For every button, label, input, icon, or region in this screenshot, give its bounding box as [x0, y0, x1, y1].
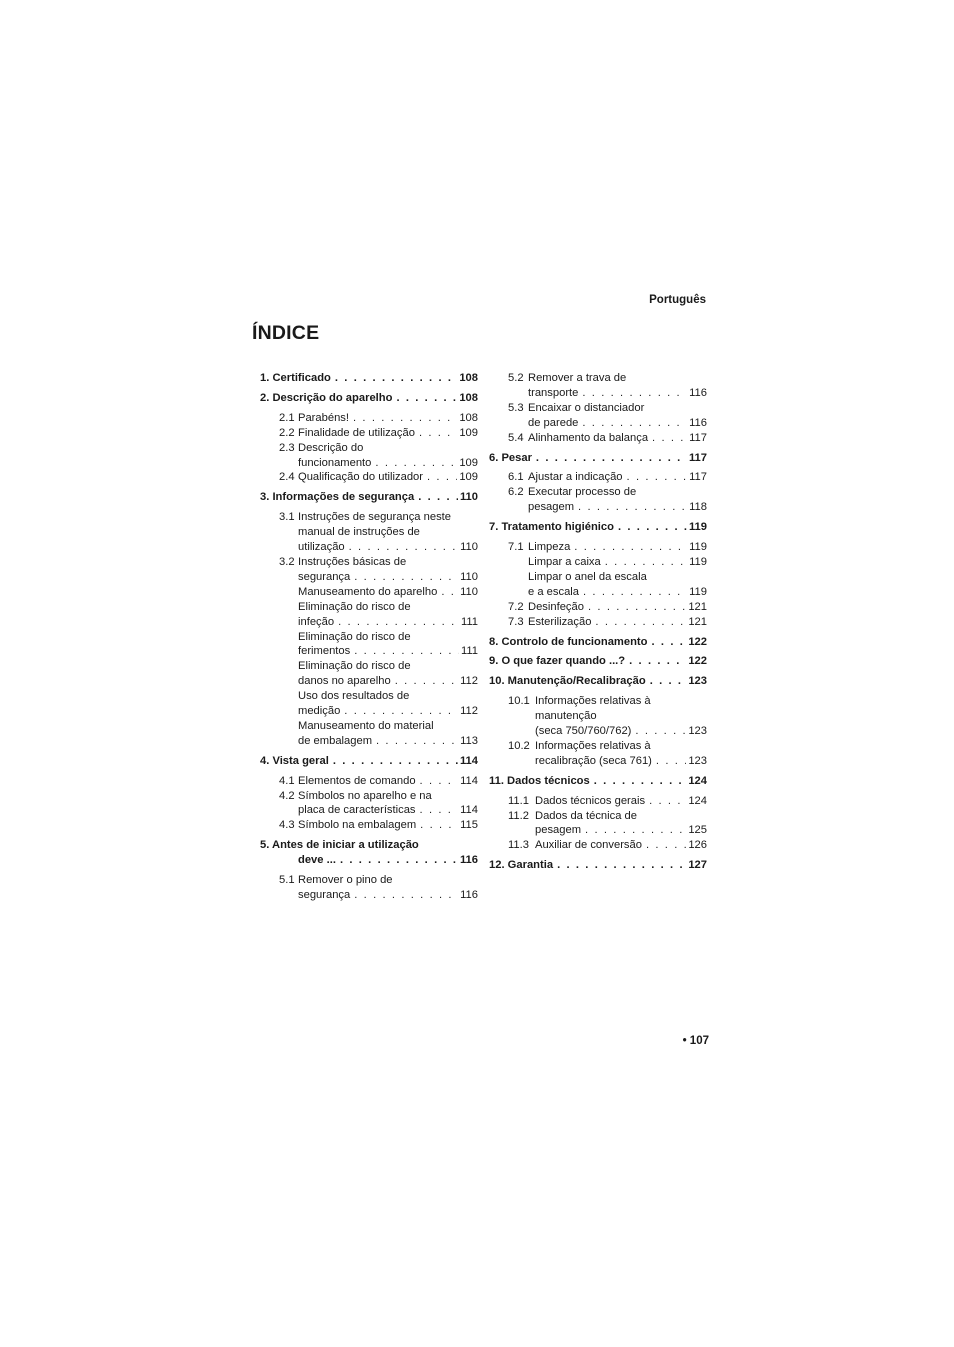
toc-section-entry[interactable]: [489, 635, 707, 650]
toc-page-number: 127: [688, 859, 707, 872]
toc-page-number: 124: [688, 794, 707, 807]
dot-leader: [354, 888, 458, 903]
toc-entry-label: 8. Controlo de funcionamento: [489, 635, 648, 648]
toc-page-number: 110: [459, 491, 478, 504]
toc-entry-text: Dados da técnica de: [535, 809, 637, 822]
dot-leader: [646, 838, 686, 853]
toc-subsection-entry: [489, 809, 707, 824]
toc-entry-number: 5.3: [508, 401, 524, 414]
page-number: • 107: [682, 1035, 709, 1047]
toc-entry-label: 3. Informações de segurança: [260, 491, 415, 504]
toc-subsection-entry: [489, 694, 707, 709]
toc-subsection-entry[interactable]: [260, 456, 478, 471]
toc-subsection-entry[interactable]: [489, 470, 707, 485]
toc-section-entry[interactable]: [489, 858, 707, 873]
toc-entry-text: Eliminação do risco de: [298, 600, 411, 613]
toc-entry-text: Informações relativas à: [535, 739, 651, 752]
dot-leader: [375, 456, 457, 471]
toc-page-number: 123: [688, 754, 707, 767]
toc-subsection-entry: [260, 873, 478, 888]
toc-page-number: 111: [460, 615, 478, 628]
dot-leader: [396, 391, 457, 406]
toc-page-number: 109: [459, 426, 478, 439]
dot-leader: [594, 774, 687, 789]
toc-entry-label: 2. Descrição do aparelho: [260, 391, 393, 404]
dot-leader: [650, 674, 687, 689]
dot-leader: [627, 470, 688, 485]
toc-subsection-entry[interactable]: [260, 470, 478, 485]
toc-entry-label: 7. Tratamento higiénico: [489, 521, 614, 534]
toc-page-number: 110: [460, 585, 478, 598]
toc-entry-number: 4.3: [279, 819, 295, 832]
toc-page-number: 109: [459, 471, 478, 484]
dot-leader: [652, 431, 687, 446]
toc-entry-label: pesagem: [528, 501, 575, 514]
toc-page-number: 119: [689, 555, 707, 568]
toc-subsection-entry[interactable]: [489, 386, 707, 401]
toc-entry-label: Desinfeção: [528, 600, 584, 613]
toc-entry-label: Manuseamento do aparelho: [298, 585, 438, 598]
toc-entry-text: Remover o pino de: [298, 874, 393, 887]
dot-leader: [340, 853, 458, 868]
toc-entry-label: (seca 750/760/762): [535, 725, 632, 738]
toc-entry-number: 10.1: [508, 695, 530, 708]
toc-entry-label: Limpeza: [528, 541, 571, 554]
dot-leader: [441, 585, 458, 600]
toc-page-number: 108: [459, 372, 478, 384]
toc-page-number: 109: [459, 456, 478, 469]
toc-subsection-entry[interactable]: [489, 794, 707, 809]
toc-subsection-entry[interactable]: [260, 818, 478, 833]
toc-entry-label: 10. Manutenção/Recalibração: [489, 675, 646, 688]
dot-leader: [635, 724, 686, 739]
toc-page-number: 121: [688, 615, 707, 628]
toc-entry-label: 4. Vista geral: [260, 754, 329, 767]
toc-subsection-entry[interactable]: [489, 540, 707, 555]
toc-entry-label: segurança: [298, 889, 351, 901]
toc-entry-label: funcionamento: [298, 456, 372, 469]
toc-subsection-entry[interactable]: [260, 734, 478, 749]
toc-page-number: 110: [460, 541, 478, 554]
toc-entry-text: Limpar o anel da escala: [528, 570, 647, 583]
toc-subsection-entry[interactable]: [489, 555, 707, 570]
toc-section-entry[interactable]: [489, 520, 707, 535]
toc-entry-text: Remover a trava de: [528, 372, 627, 384]
toc-entry-number: 2.4: [279, 471, 295, 484]
toc-page-number: 122: [688, 635, 707, 648]
toc-subsection-entry[interactable]: [260, 704, 478, 719]
toc-section-entry[interactable]: [260, 490, 478, 505]
toc-subsection-entry: [260, 789, 478, 804]
toc-subsection-entry: [489, 739, 707, 754]
dot-leader: [618, 520, 687, 535]
toc-page-number: 119: [688, 521, 707, 534]
toc-subsection-entry[interactable]: [260, 540, 478, 555]
toc-subsection-entry: [260, 600, 478, 615]
toc-entry-label: 1. Certificado: [260, 372, 331, 384]
dot-leader: [574, 540, 687, 555]
toc-entry-number: 5.2: [508, 372, 524, 384]
toc-entry-number: 7.1: [508, 541, 524, 554]
toc-section-entry[interactable]: [489, 451, 707, 466]
toc-subsection-entry[interactable]: [260, 615, 478, 630]
toc-subsection-entry[interactable]: [260, 853, 478, 868]
dot-leader: [578, 500, 687, 515]
dot-leader: [395, 674, 458, 689]
toc-section-entry[interactable]: [260, 391, 478, 406]
toc-subsection-entry: [260, 510, 478, 525]
toc-page-number: 116: [689, 416, 707, 429]
toc-entry-label: medição: [298, 705, 341, 718]
toc-page-number: 125: [688, 824, 707, 837]
toc-entry-label: deve ...: [298, 854, 336, 867]
toc-page-number: 114: [459, 754, 478, 767]
dot-leader: [420, 774, 459, 789]
toc-subsection-entry[interactable]: [489, 724, 707, 739]
toc-entry-number: 11.2: [508, 809, 529, 822]
toc-subsection-entry: [489, 401, 707, 416]
toc-page-number: 108: [459, 391, 478, 404]
toc-entry-label: Elementos de comando: [298, 774, 416, 787]
dot-leader: [629, 654, 686, 669]
toc-entry-number: 11.3: [508, 839, 529, 852]
toc-entry-label: de parede: [528, 416, 579, 429]
dot-leader: [354, 644, 459, 659]
toc-page-number: 124: [688, 774, 707, 787]
toc-page-number: 118: [689, 501, 707, 514]
toc-subsection-entry[interactable]: [489, 615, 707, 630]
toc-entry-text: manutenção: [535, 710, 597, 723]
toc-entry-text: Encaixar o distanciador: [528, 401, 645, 414]
page-title: ÍNDICE: [252, 322, 320, 344]
toc-entry-text: Executar processo de: [528, 486, 637, 499]
dot-leader: [418, 490, 458, 505]
toc-entry-label: segurança: [298, 570, 351, 583]
toc-section-entry[interactable]: [489, 674, 707, 689]
toc-entry-number: 5.4: [508, 431, 524, 444]
toc-page-number: 110: [460, 570, 478, 583]
toc-entry-label: de embalagem: [298, 734, 373, 747]
toc-entry-text: Uso dos resultados de: [298, 690, 410, 703]
toc-entry-number: 10.2: [508, 739, 530, 752]
toc-entry-text: Símbolos no aparelho e na: [298, 789, 432, 802]
dot-leader: [649, 794, 686, 809]
dot-leader: [344, 704, 458, 719]
toc-entry-label: infeção: [298, 615, 335, 628]
toc-subsection-entry: [260, 719, 478, 734]
toc-page-number: 114: [460, 804, 478, 817]
toc-entry-label: Ajustar a indicação: [528, 471, 623, 484]
toc-entry-number: 7.3: [508, 615, 524, 628]
toc-subsection-entry: [260, 525, 478, 540]
dot-leader: [585, 823, 686, 838]
toc-entry-number: 11.1: [508, 794, 529, 807]
toc-page-number: 121: [688, 600, 707, 613]
toc-subsection-entry[interactable]: [489, 754, 707, 769]
dot-leader: [420, 803, 459, 818]
toc-subsection-entry[interactable]: [489, 600, 707, 615]
toc-subsection-entry[interactable]: [489, 500, 707, 515]
toc-subsection-entry[interactable]: [260, 674, 478, 689]
toc-subsection-entry[interactable]: [489, 416, 707, 431]
toc-page-number: 108: [459, 411, 478, 424]
toc-entry-label: Limpar a caixa: [528, 555, 601, 568]
toc-entry-number: 7.2: [508, 600, 524, 613]
toc-subsection-entry: [489, 371, 707, 386]
toc-page-number: 111: [460, 645, 478, 658]
dot-leader: [588, 600, 686, 615]
dot-leader: [582, 416, 687, 431]
toc-page-number: 117: [688, 451, 707, 464]
dot-leader: [536, 451, 687, 466]
toc-column-left: [260, 371, 478, 903]
toc-entry-label: utilização: [298, 541, 345, 554]
toc-subsection-entry: [489, 709, 707, 724]
toc-page-number: 116: [460, 889, 478, 901]
toc-section-entry: [260, 838, 478, 853]
toc-entry-text: Eliminação do risco de: [298, 660, 411, 673]
toc-entry-label: Finalidade de utilização: [298, 426, 415, 439]
dot-leader: [420, 818, 458, 833]
toc-entry-label: Esterilização: [528, 615, 592, 628]
toc-entry-label: 6. Pesar: [489, 451, 532, 464]
toc-page-number: 119: [689, 541, 707, 554]
toc-subsection-entry[interactable]: [489, 838, 707, 853]
toc-entry-number: 6.2: [508, 486, 524, 499]
dot-leader: [427, 470, 457, 485]
dot-leader: [652, 635, 687, 650]
dot-leader: [349, 540, 459, 555]
toc-entry-label: Parabéns!: [298, 411, 349, 424]
toc-page-number: 116: [459, 854, 478, 867]
toc-subsection-entry[interactable]: [260, 644, 478, 659]
toc-page-number: 123: [688, 725, 707, 738]
dot-leader: [656, 754, 686, 769]
toc-entry-label: placa de características: [298, 804, 416, 817]
toc-subsection-entry[interactable]: [260, 803, 478, 818]
dot-leader: [595, 615, 686, 630]
dot-leader: [353, 411, 457, 426]
toc-entry-text: Eliminação do risco de: [298, 630, 411, 643]
toc-entry-number: 3.1: [279, 511, 295, 524]
toc-entry-number: 2.2: [279, 426, 295, 439]
toc-page-number: 123: [688, 675, 707, 688]
dot-leader: [605, 555, 687, 570]
toc-entry-label: Dados técnicos gerais: [535, 794, 646, 807]
toc-subsection-entry[interactable]: [260, 585, 478, 600]
dot-leader: [582, 386, 687, 401]
dot-leader: [419, 426, 457, 441]
toc-subsection-entry: [489, 570, 707, 585]
language-label: Português: [649, 294, 706, 306]
toc-entry-text: Manuseamento do material: [298, 719, 434, 732]
toc-page-number: 114: [460, 774, 478, 787]
toc-entry-label: 9. O que fazer quando ...?: [489, 655, 626, 668]
toc-entry-number: 6.1: [508, 471, 524, 484]
toc-entry-label: recalibração (seca 761): [535, 754, 652, 767]
toc-page-number: 122: [688, 655, 707, 668]
toc-section-entry[interactable]: [489, 774, 707, 789]
dot-leader: [335, 371, 457, 386]
toc-entry-text: Instruções básicas de: [298, 555, 407, 568]
toc-entry-label: Qualificação do utilizador: [298, 471, 423, 484]
toc-entry-label: Símbolo na embalagem: [298, 819, 417, 832]
toc-column-right: [489, 371, 707, 873]
toc-subsection-entry: [260, 630, 478, 645]
toc-page-number: 112: [460, 675, 478, 688]
toc-subsection-entry[interactable]: [489, 431, 707, 446]
toc-entry-label: Alinhamento da balança: [528, 431, 649, 444]
toc-entry-number: 3.2: [279, 555, 295, 568]
toc-entry-text: Informações relativas à: [535, 695, 651, 708]
toc-subsection-entry[interactable]: [489, 823, 707, 838]
toc-page-number: 112: [460, 705, 478, 718]
toc-entry-number: 5.1: [279, 874, 295, 887]
toc-entry-label: 12. Garantia: [489, 859, 554, 872]
toc-entry-text: Instruções de segurança neste: [298, 511, 451, 524]
toc-page-number: 115: [460, 819, 478, 832]
toc-section-entry[interactable]: [260, 371, 478, 386]
toc-entry-label: pesagem: [535, 824, 582, 837]
dot-leader: [557, 858, 686, 873]
dot-leader: [376, 734, 458, 749]
toc-section-entry[interactable]: [489, 654, 707, 669]
toc-entry-label: Auxiliar de conversão: [535, 839, 642, 852]
toc-entry-text: 5. Antes de iniciar a utilização: [260, 839, 419, 852]
toc-subsection-entry[interactable]: [260, 774, 478, 789]
toc-section-entry[interactable]: [260, 754, 478, 769]
dot-leader: [583, 585, 687, 600]
toc-page-number: 119: [689, 585, 707, 598]
dot-leader: [333, 754, 458, 769]
toc-entry-label: e a escala: [528, 585, 579, 598]
toc-page-number: 113: [460, 734, 478, 747]
dot-leader: [354, 570, 458, 585]
toc-entry-number: 4.2: [279, 789, 295, 802]
toc-subsection-entry: [260, 659, 478, 674]
toc-subsection-entry: [260, 689, 478, 704]
toc-subsection-entry[interactable]: [260, 426, 478, 441]
toc-subsection-entry[interactable]: [489, 585, 707, 600]
dot-leader: [338, 615, 459, 630]
toc-subsection-entry[interactable]: [260, 888, 478, 903]
toc-page-number: 116: [689, 386, 707, 399]
toc-entry-text: Descrição do: [298, 441, 364, 454]
toc-subsection-entry: [260, 555, 478, 570]
toc-subsection-entry[interactable]: [260, 570, 478, 585]
toc-entry-label: transporte: [528, 386, 579, 399]
toc-subsection-entry: [260, 441, 478, 456]
toc-subsection-entry[interactable]: [260, 411, 478, 426]
toc-subsection-entry: [489, 485, 707, 500]
toc-entry-text: manual de instruções de: [298, 526, 420, 539]
toc-entry-label: danos no aparelho: [298, 675, 391, 688]
toc-entry-number: 4.1: [279, 774, 295, 787]
toc-entry-number: 2.3: [279, 441, 295, 454]
toc-entry-label: ferimentos: [298, 645, 351, 658]
toc-page-number: 126: [688, 839, 707, 852]
toc-entry-label: 11. Dados técnicos: [489, 774, 590, 787]
toc-page-number: 117: [689, 471, 707, 484]
toc-entry-number: 2.1: [279, 411, 295, 424]
toc-page-number: 117: [689, 431, 707, 444]
